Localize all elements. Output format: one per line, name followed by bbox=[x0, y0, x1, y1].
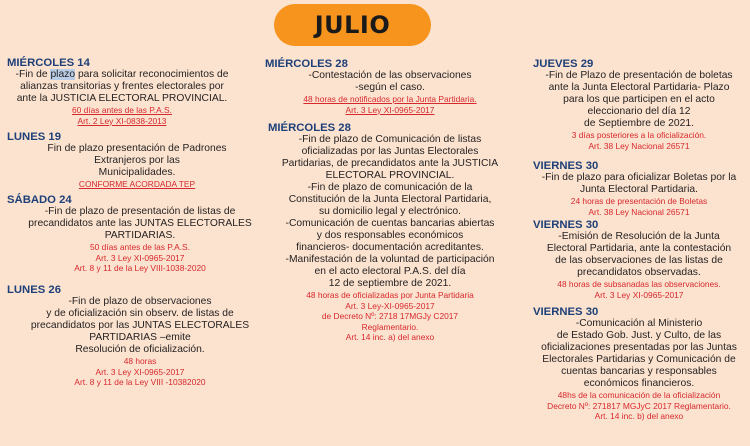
entry-note: 48hs de la comunicación de la oficialización bbox=[557, 390, 721, 400]
entry-line: Resolución de oficialización. bbox=[75, 344, 205, 355]
entry-line: PARTIDARIAS –emite bbox=[89, 332, 191, 343]
entry-line: ante la JUSTICIA ELECTORAL PROVINCIAL. bbox=[16, 93, 228, 104]
entry-note: 3 días posteriores a la oficialización. bbox=[571, 130, 707, 140]
entry-note: Reglamentario. bbox=[361, 321, 419, 332]
entry-line: -Manifestación de la voluntad de participación bbox=[285, 254, 495, 265]
entry-line: -Fin de plazo para oficializar Boletas por la bbox=[541, 172, 737, 183]
entry-note: Art. 3 Ley XI-0965-2017 bbox=[345, 104, 435, 115]
entry-note: 48 horas de oficializadas por Junta Partidaria bbox=[306, 290, 474, 300]
entry-note: Art. 3 Ley XI-0965-2017 bbox=[594, 289, 684, 300]
entry-note: Art. 3 Ley XI-0965-2017 bbox=[95, 366, 185, 377]
entry-line: -según el caso. bbox=[355, 82, 425, 93]
entry-note: 24 horas de presentación de Boletas bbox=[570, 196, 708, 206]
entry-note: Art. 38 Ley Nacional 26571 bbox=[588, 206, 690, 217]
entry-note: 60 días antes de las P.A.S. bbox=[72, 105, 172, 115]
entry-date: VIERNES 30 bbox=[533, 219, 599, 231]
entry-line: en el acto electoral P.A.S. del día bbox=[314, 266, 466, 277]
entry-note: 48 horas de subsanadas las observaciones. bbox=[557, 279, 721, 289]
entry-line: precandidatos por las JUNTAS ELECTORALES bbox=[30, 320, 250, 331]
entry-line: de Septiembre de 2021. bbox=[584, 118, 694, 129]
entry-note: Art. 8 y 11 de la Ley VIII -10382020 bbox=[74, 377, 206, 388]
entry-miercoles-28-b bbox=[268, 122, 520, 343]
entry-note: CONFORME ACORDADA TEP bbox=[78, 179, 196, 189]
entry-line: ELECTORAL PROVINCIAL. bbox=[325, 170, 455, 181]
entry-sabado-24 bbox=[7, 194, 283, 274]
entry-note: de Decreto Nº: 2718 17MGJy C2017 bbox=[321, 311, 459, 322]
entry-line: Electoral Partidaria, ante la contestación bbox=[546, 243, 732, 254]
entry-line: PARTIDARIAS. bbox=[104, 230, 176, 241]
entry-line: y dos responsables económicos bbox=[316, 230, 464, 241]
entry-note: Art. 8 y 11 de la Ley VIII-1038-2020 bbox=[74, 263, 206, 274]
entry-line: Municipalidades. bbox=[98, 167, 176, 178]
entry-line: oficializadas por las Juntas Electorales bbox=[301, 146, 479, 157]
entry-note: Art. 2 Ley XI-0838-2013 bbox=[77, 115, 167, 126]
entry-jueves-29 bbox=[533, 58, 749, 151]
entry-line: eleccionario del día 12 bbox=[587, 106, 691, 117]
entry-note: Art. 3 Ley XI-0965-2017 bbox=[95, 252, 185, 263]
entry-line: -Comunicación al Ministerio bbox=[575, 318, 703, 329]
entry-line: Junta Electoral Partidaria. bbox=[580, 184, 698, 195]
entry-date: MIÉRCOLES 28 bbox=[265, 58, 348, 70]
month-title-pill bbox=[274, 4, 431, 46]
entry-viernes-30-b bbox=[533, 219, 749, 300]
entry-line: -Contestación de las observaciones bbox=[308, 70, 472, 81]
entry-line: 12 de septiembre de 2021. bbox=[328, 278, 452, 289]
entry-note: 48 horas de notificados por la Junta Partidaria. bbox=[303, 94, 477, 104]
entry-note: Art. 3 Ley-XI-0965-2017 bbox=[345, 300, 435, 311]
entry-line: precandidatos observadas. bbox=[577, 267, 701, 278]
entry-line: -Fin de plazo de observaciones bbox=[68, 296, 212, 307]
entry-line: Electorales Partidarias y Comunicación de bbox=[542, 354, 736, 365]
entry-line: de las observaciones de las listas de bbox=[555, 255, 723, 266]
entry-miercoles-14 bbox=[7, 57, 247, 126]
entry-line: Extranjeros por las bbox=[94, 155, 180, 166]
entry-miercoles-28-a bbox=[265, 58, 520, 115]
entry-line: ante la Junta Electoral Partidaria- Plazo bbox=[548, 82, 730, 93]
entry-line: -Fin de Plazo de presentación de boletas bbox=[545, 70, 733, 81]
entry-line: y de oficialización sin observ. de listas de bbox=[46, 308, 234, 319]
entry-line: para los que participen en el acto bbox=[563, 94, 715, 105]
entry-line: alianzas transitorias y frentes electorales por bbox=[20, 81, 224, 92]
entry-date: LUNES 26 bbox=[7, 284, 61, 296]
entry-viernes-30-c bbox=[533, 306, 749, 422]
highlighted-word: plazo bbox=[50, 69, 76, 80]
entry-line: -Fin de plazo para solicitar reconocimientos de bbox=[15, 69, 229, 80]
entry-note: Art. 14 inc. b) del anexo bbox=[594, 411, 684, 422]
entry-line: -Fin de plazo de presentación de listas de bbox=[44, 206, 236, 217]
entry-lunes-26 bbox=[7, 284, 283, 388]
entry-lunes-19 bbox=[7, 131, 277, 190]
entry-line: financieros- documentación acreditantes. bbox=[296, 242, 484, 253]
entry-note: Art. 14 inc. a) del anexo bbox=[345, 332, 435, 343]
entry-date: MIÉRCOLES 28 bbox=[268, 122, 351, 134]
entry-viernes-30-a bbox=[533, 160, 749, 217]
entry-line: Constitución de la Junta Electoral Partidaria, bbox=[288, 194, 492, 205]
entry-line: oficializaciones presentadas por las Juntas bbox=[541, 342, 737, 353]
entry-line: cuentas bancarias y responsables bbox=[561, 366, 717, 377]
entry-date: VIERNES 30 bbox=[533, 306, 599, 318]
entry-line: precandidatos ante las JUNTAS ELECTORALES bbox=[28, 218, 252, 229]
entry-date: VIERNES 30 bbox=[533, 160, 599, 172]
month-title: JULIO bbox=[314, 11, 391, 39]
entry-date: SÁBADO 24 bbox=[7, 194, 72, 206]
entry-note: Art. 38 Ley Nacional 26571 bbox=[588, 140, 690, 151]
entry-line: -Fin de plazo de comunicación de la bbox=[307, 182, 473, 193]
entry-line: -Emisión de Resolución de la Junta bbox=[558, 231, 720, 242]
entry-note: 50 días antes de las P.A.S. bbox=[90, 242, 190, 252]
entry-line: de Estado Gob. Just. y Culto, de las bbox=[556, 330, 722, 341]
entry-line: Fin de plazo presentación de Padrones bbox=[47, 143, 227, 154]
entry-line: su domicilio legal y electrónico. bbox=[319, 206, 461, 217]
entry-line: -Fin de plazo de Comunicación de listas bbox=[298, 134, 482, 145]
entry-line: económicos financieros. bbox=[583, 378, 695, 389]
entry-line: Partidarias, de precandidatos ante la JUSTICIA bbox=[281, 158, 499, 169]
entry-date: LUNES 19 bbox=[7, 131, 61, 143]
entry-date: MIÉRCOLES 14 bbox=[7, 57, 90, 69]
entry-line: -Comunicación de cuentas bancarias abiertas bbox=[285, 218, 495, 229]
entry-note: Decreto Nº: 271817 MGJyC 2017 Reglamentario. bbox=[547, 400, 731, 411]
entry-note: 48 horas bbox=[123, 356, 157, 366]
entry-date: JUEVES 29 bbox=[533, 58, 594, 70]
